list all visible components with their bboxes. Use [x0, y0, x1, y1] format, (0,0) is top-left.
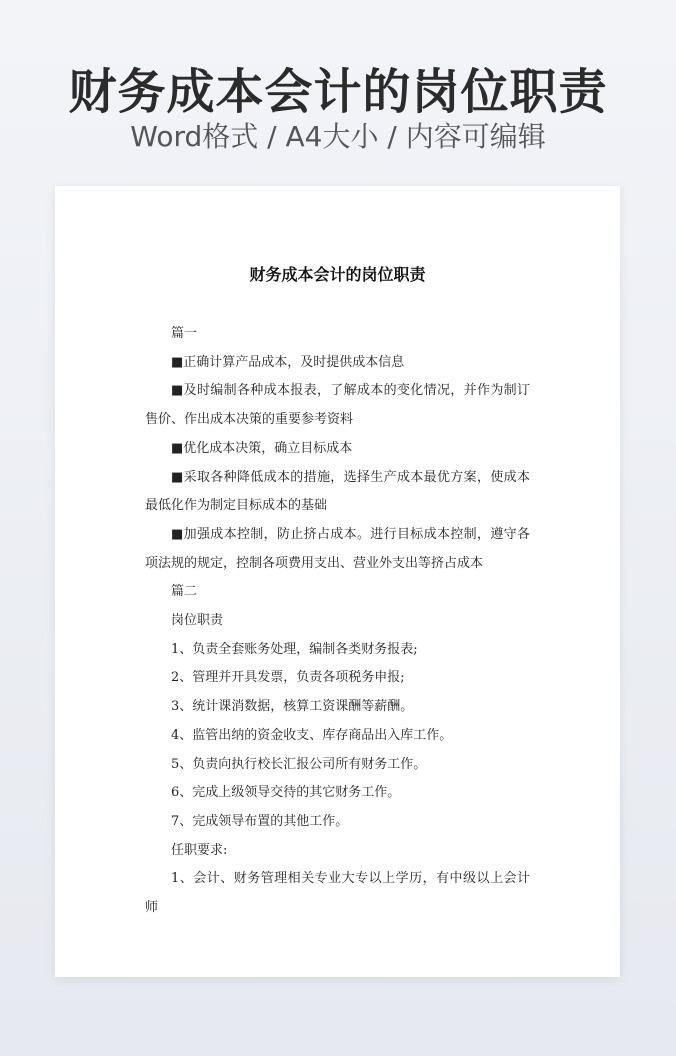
- list-item: 6、完成上级领导交待的其它财务工作。: [171, 785, 401, 801]
- list-item: 2、管理并开具发票，负责各项税务申报;: [171, 670, 405, 686]
- section-heading-1: 篇一: [171, 326, 198, 341]
- list-item: 7、完成领导布置的其他工作。: [171, 813, 349, 829]
- paragraph: ■正确计算产品成本，及时提供成本信息: [171, 354, 405, 370]
- list-item: 4、监管出纳的资金收支、库存商品出入库工作。: [171, 727, 453, 743]
- list-item: 5、负责向执行校长汇报公司所有财务工作。: [171, 756, 427, 772]
- subsection-heading: 任职要求:: [171, 842, 228, 858]
- paragraph: ■优化成本决策，确立目标成本: [171, 440, 353, 456]
- list-item: 1、负责全套账务处理，编制各类财务报表;: [171, 641, 418, 657]
- document-title: 财务成本会计的岗位职责: [249, 265, 426, 284]
- document-page: [55, 186, 620, 977]
- banner-title: 财务成本会计的岗位职责: [68, 64, 608, 120]
- subsection-heading: 岗位职责: [171, 613, 224, 629]
- document-body: [145, 320, 530, 923]
- banner-subtitle: Word格式 / A4大小 / 内容可编辑: [130, 120, 546, 153]
- list-item: 1、会计、财务管理相关专业大专以上学历，有中级以上会计师: [145, 871, 530, 916]
- list-item: 3、统计课消数据，核算工资课酬等薪酬。: [171, 699, 414, 715]
- paragraph: ■加强成本控制，防止挤占成本。进行目标成本控制，遵守各项法规的规定，控制各项费用支出、营业外支出等挤占成本: [145, 526, 530, 571]
- section-heading-2: 篇二: [171, 584, 198, 600]
- paragraph: ■采取各种降低成本的措施，选择生产成本最优方案，使成本最低化作为制定目标成本的基础: [145, 469, 530, 514]
- paragraph: ■及时编制各种成本报表，了解成本的变化情况，并作为制订售价、作出成本决策的重要参考资料: [145, 383, 530, 428]
